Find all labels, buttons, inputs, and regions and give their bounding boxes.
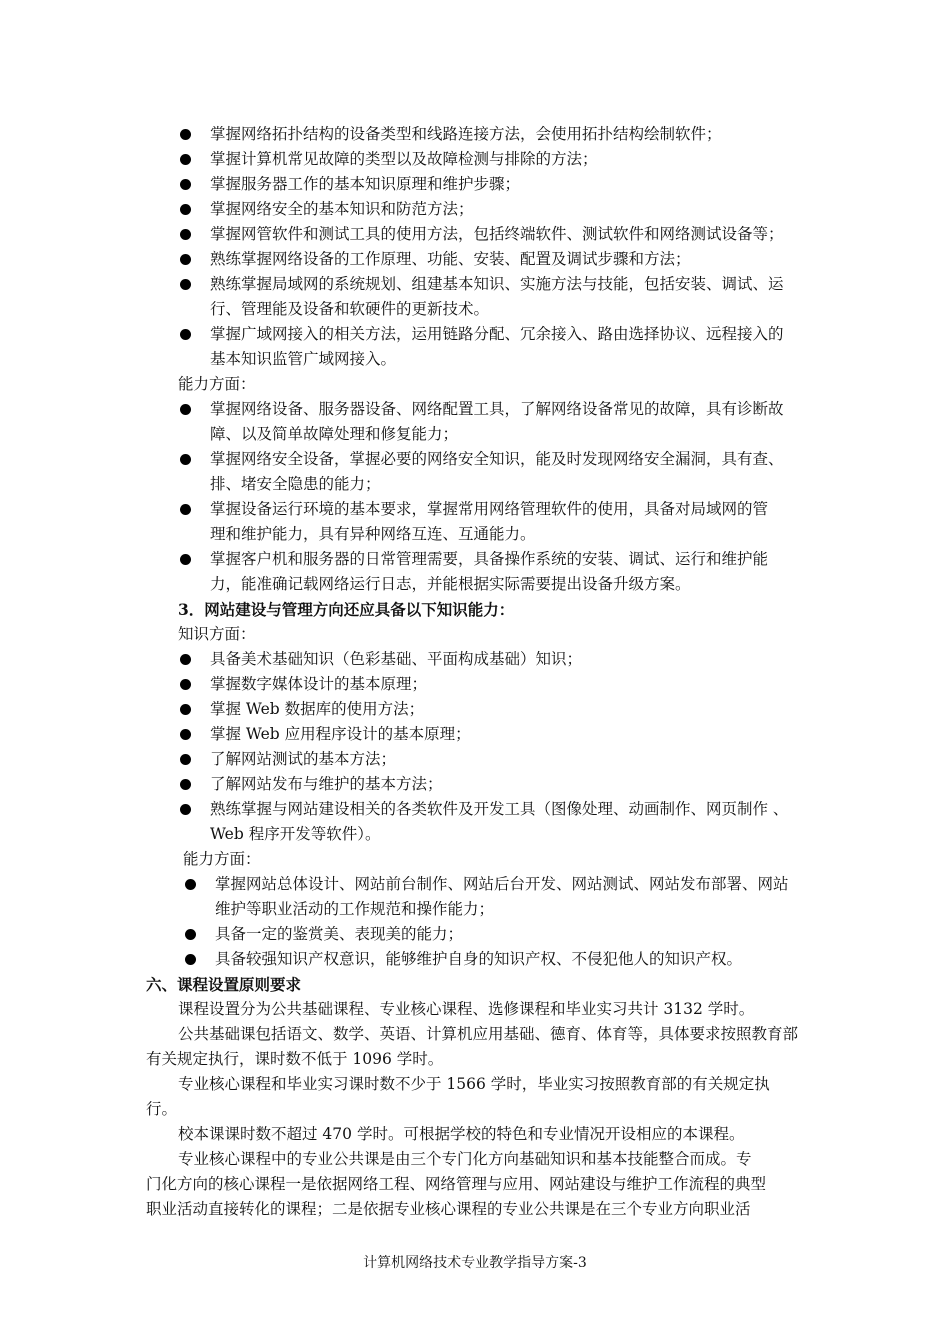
bullet-icon [185,879,196,890]
ability-item-cont: 维护等职业活动的工作规范和操作能力； [215,900,495,918]
bullet-icon [180,729,191,740]
ability-item-cont: 排、堵安全隐患的能力； [210,475,381,493]
bullet-icon [180,504,191,515]
bullet-icon [180,179,191,190]
paragraph-line: 有关规定执行，课时数不低于 1096 学时。 [146,1050,444,1068]
knowledge-item: 掌握网络安全的基本知识和防范方法； [210,200,474,218]
bullet-icon [180,754,191,765]
bullet-icon [180,554,191,565]
bullet-icon [180,254,191,265]
ability-item-cont: 障、以及简单故障处理和修复能力； [210,425,459,443]
paragraph-line: 校本课课时数不超过 470 学时。可根据学校的特色和专业情况开设相应的本课程。 [178,1125,745,1143]
paragraph-line: 公共基础课包括语文、数学、英语、计算机应用基础、德育、体育等，具体要求按照教育部 [178,1025,799,1043]
bullet-icon [180,779,191,790]
section-heading: 六、课程设置原则要求 [146,975,302,994]
paragraph-line: 职业活动直接转化的课程；二是依据专业核心课程的专业公共课是在三个专业方向职业活 [146,1200,751,1218]
bullet-icon [185,954,196,965]
paragraph-line: 行。 [146,1100,178,1118]
ability-item: 掌握客户机和服务器的日常管理需要，具备操作系统的安装、调试、运行和维护能 [210,550,769,568]
bullet-icon [180,804,191,815]
knowledge-item: 了解网站发布与维护的基本方法； [210,775,443,793]
knowledge-item: 掌握计算机常见故障的类型以及故障检测与排除的方法； [210,150,598,168]
knowledge-item: 掌握网络拓扑结构的设备类型和线路连接方法，会使用拓扑结构绘制软件； [210,125,722,143]
knowledge-item: 掌握广域网接入的相关方法，运用链路分配、冗余接入、路由选择协议、远程接入的 [210,325,784,343]
ability-heading: 能力方面： [183,850,261,868]
bullet-icon [180,229,191,240]
bullet-icon [180,279,191,290]
ability-item: 具备较强知识产权意识，能够维护自身的知识产权、不侵犯他人的知识产权。 [215,950,743,968]
bullet-icon [180,154,191,165]
bullet-icon [180,329,191,340]
ability-item-cont: 理和维护能力，具有异种网络互连、互通能力。 [210,525,536,543]
ability-item-cont: 力，能准确记载网络运行日志，并能根据实际需要提出设备升级方案。 [210,575,691,593]
knowledge-item: 具备美术基础知识（色彩基础、平面构成基础）知识； [210,650,583,668]
bullet-icon [180,404,191,415]
ability-item: 掌握网络设备、服务器设备、网络配置工具，了解网络设备常见的故障，具有诊断故 [210,400,784,418]
ability-item: 掌握网络安全设备，掌握必要的网络安全知识，能及时发现网络安全漏洞，具有查、 [210,450,784,468]
bullet-icon [180,204,191,215]
paragraph-line: 专业核心课程和毕业实习课时数不少于 1566 学时，毕业实习按照教育部的有关规定执 [178,1075,770,1093]
page-footer: 计算机网络技术专业教学指导方案-3 [363,1255,587,1271]
bullet-icon [180,454,191,465]
bullet-icon [180,679,191,690]
ability-item: 掌握设备运行环境的基本要求，掌握常用网络管理软件的使用，具备对局域网的管 [210,500,769,518]
knowledge-item: 掌握服务器工作的基本知识原理和维护步骤； [210,175,521,193]
knowledge-item: 了解网站测试的基本方法； [210,750,397,768]
ability-item: 具备一定的鉴赏美、表现美的能力； [215,925,464,943]
ability-item: 掌握网站总体设计、网站前台制作、网站后台开发、网站测试、网站发布部署、网站 [215,875,789,893]
knowledge-item: 掌握 Web 数据库的使用方法； [210,700,425,718]
ability-heading: 能力方面： [178,375,256,393]
knowledge-item-cont: 基本知识监管广域网接入。 [210,350,397,368]
knowledge-item: 熟练掌握网络设备的工作原理、功能、安装、配置及调试步骤和方法； [210,250,691,268]
bullet-icon [180,129,191,140]
knowledge-item: 熟练掌握与网站建设相关的各类软件及开发工具（图像处理、动画制作、网页制作 、 [210,800,789,818]
bullet-icon [180,704,191,715]
knowledge-item: 掌握 Web 应用程序设计的基本原理； [210,725,471,743]
knowledge-heading: 知识方面： [178,625,256,643]
subsection-heading: 3．网站建设与管理方向还应具备以下知识能力： [178,600,515,619]
paragraph-line: 课程设置分为公共基础课程、专业核心课程、选修课程和毕业实习共计 3132 学时。 [178,1000,755,1018]
paragraph-line: 专业核心课程中的专业公共课是由三个专门化方向基础知识和基本技能整合而成。专 [178,1150,752,1168]
knowledge-item: 熟练掌握局域网的系统规划、组建基本知识、实施方法与技能，包括安装、调试、运 [210,275,784,293]
knowledge-item-cont: 行、管理能及设备和软硬件的更新技术。 [210,300,490,318]
knowledge-item-cont: Web 程序开发等软件）。 [210,825,381,843]
knowledge-item: 掌握网管软件和测试工具的使用方法，包括终端软件、测试软件和网络测试设备等； [210,225,784,243]
bullet-icon [185,929,196,940]
knowledge-item: 掌握数字媒体设计的基本原理； [210,675,428,693]
paragraph-line: 门化方向的核心课程一是依据网络工程、网络管理与应用、网站建设与维护工作流程的典型 [146,1175,767,1193]
bullet-icon [180,654,191,665]
